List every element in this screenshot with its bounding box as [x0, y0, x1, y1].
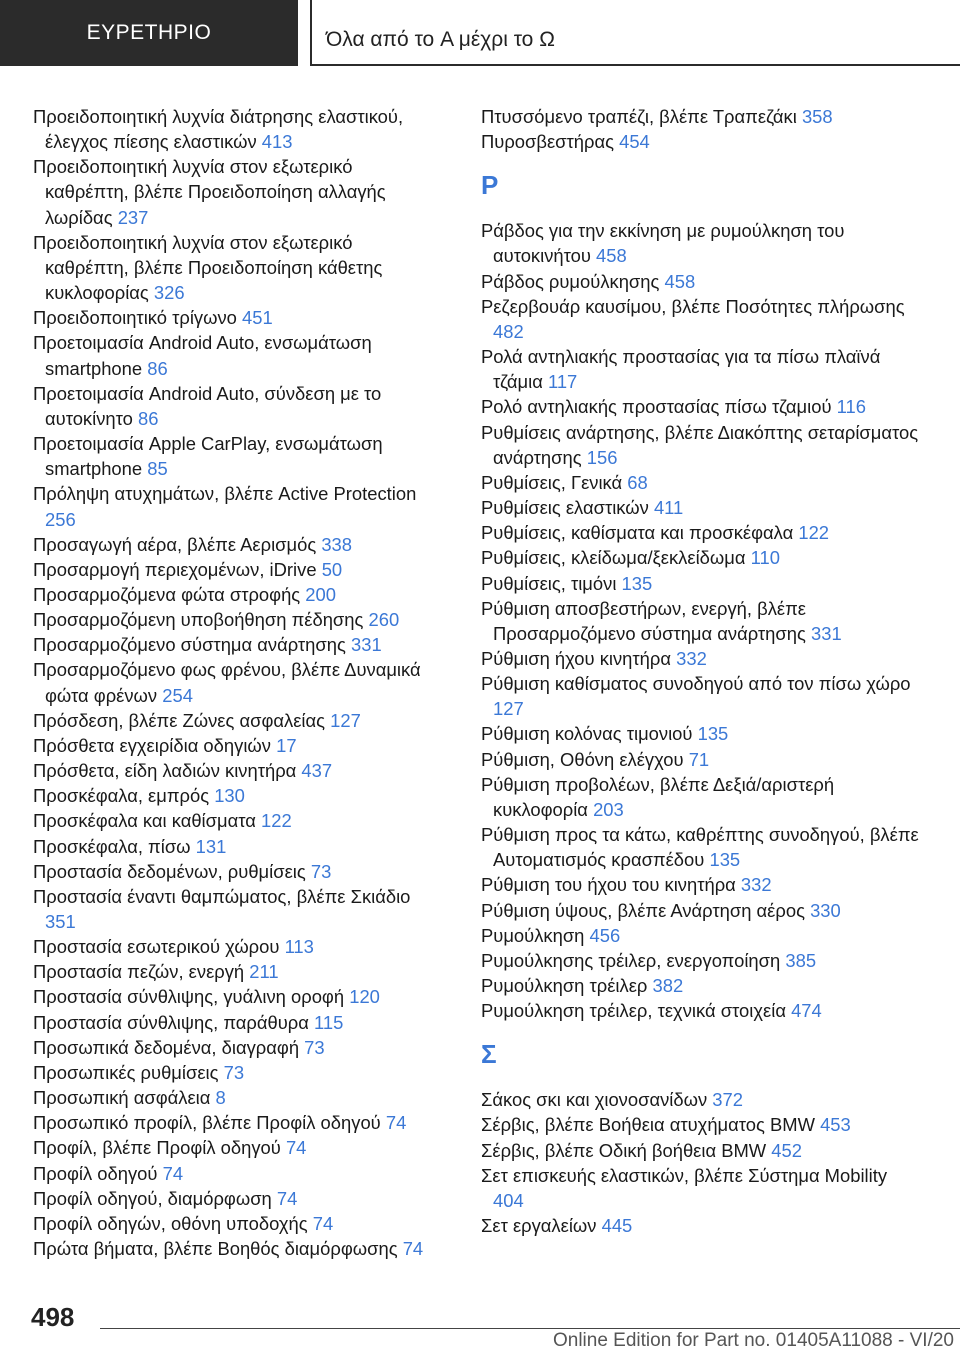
index-entry-page-link[interactable]: 331: [350, 634, 382, 656]
index-entry: [481, 1213, 921, 1238]
index-entry-text: Προσαρμοζόμενο φως φρένου, βλέπε Δυναμικά φώτα φρένων: [33, 659, 421, 706]
index-entry-text: Προστασία δεδομένων, ρυθμίσεις: [33, 860, 306, 882]
index-entry-page-link[interactable]: 86: [137, 407, 159, 429]
index-entry: [33, 884, 441, 934]
index-entry: [481, 1163, 921, 1213]
index-entry-page-link[interactable]: 74: [285, 1137, 307, 1159]
index-entry-text: Προσαγωγή αέρα, βλέπε Αερισμός: [33, 533, 317, 555]
index-entry-text: Ρυθμίσεις, Γενικά: [481, 471, 623, 493]
index-entry-page-link[interactable]: 135: [709, 849, 741, 871]
index-entry: [481, 294, 921, 344]
index-entry-text: Προσκέφαλα και καθίσματα: [33, 810, 256, 832]
index-entry-text: Ρύθμιση προς τα κάτω, καθρέπτης συνοδηγού, βλέπε Αυτοματισμός κρασπέδου: [481, 824, 919, 871]
index-entry: [481, 923, 921, 948]
index-section-rho: [481, 218, 921, 1023]
index-entry: [481, 646, 921, 671]
index-entry-page-link[interactable]: 482: [493, 320, 524, 342]
index-entry-page-link[interactable]: 117: [547, 371, 578, 393]
page-number: 498: [31, 1302, 75, 1332]
index-entry-text: Προειδοποιητική λυχνία διάτρησης ελαστικού, έλεγχος πίεσης ελαστικών: [33, 106, 404, 153]
index-entry: [33, 1010, 441, 1035]
index-entry-page-link[interactable]: 451: [242, 307, 273, 329]
index-entry-page-link[interactable]: 68: [627, 471, 648, 493]
index-entry-page-link[interactable]: 254: [162, 684, 193, 706]
index-entry-page-link[interactable]: 338: [321, 533, 352, 555]
index-entry-text: Ρύθμιση καθίσματος συνοδηγού από τον πίσω χώρο: [481, 673, 911, 695]
index-entry-page-link[interactable]: 156: [586, 446, 618, 468]
index-entry: [33, 230, 441, 305]
index-entry-page-link[interactable]: 330: [810, 899, 841, 921]
index-entry-page-link[interactable]: 332: [676, 647, 707, 669]
index-entry-page-link[interactable]: 454: [619, 131, 650, 153]
index-entry: [481, 721, 921, 746]
index-entry-text: Προφίλ, βλέπε Προφίλ οδηγού: [33, 1137, 281, 1159]
index-entry-page-link[interactable]: 115: [313, 1011, 344, 1033]
index-entry-text: Προφίλ οδηγών, οθόνη υποδοχής: [33, 1212, 308, 1234]
index-entry-text: Προστασία σύνθλιψης, γυάλινη οροφή: [33, 986, 345, 1008]
index-entry: [481, 344, 921, 394]
index-entry: [33, 959, 441, 984]
header-divider: [310, 0, 312, 66]
index-entry-page-link[interactable]: 85: [147, 458, 168, 480]
index-entry-text: Πρόσθετα εγχειρίδια οδηγιών: [33, 734, 271, 756]
section-tab: [0, 0, 298, 66]
index-entry: [481, 998, 921, 1023]
index-entry-text: Σετ επισκευής ελαστικών, βλέπε Σύστημα Mobility: [481, 1164, 888, 1186]
index-entry-text: Πρόσδεση, βλέπε Ζώνες ασφαλείας: [33, 709, 325, 731]
index-entry-text: Προσωπική ασφάλεια: [33, 1087, 211, 1109]
index-entry-page-link[interactable]: 385: [785, 949, 817, 971]
index-entry-text: Προσκέφαλα, πίσω: [33, 835, 191, 857]
index-entry-page-link[interactable]: 458: [664, 270, 696, 292]
index-entry: [33, 834, 441, 859]
index-entry-text: Προσωπικές ρυθμίσεις: [33, 1061, 219, 1083]
index-entry: [481, 420, 921, 470]
index-column-right: [481, 104, 921, 1238]
index-entry: [33, 532, 441, 557]
index-entry: [33, 104, 441, 154]
index-entry-page-link[interactable]: 474: [791, 1000, 822, 1022]
header-underline: [310, 64, 960, 66]
index-entry-text: Προετοιμασία Android Auto, σύνδεση με το αυτοκίνητο: [33, 382, 382, 429]
index-entry-page-link[interactable]: 458: [596, 245, 627, 267]
index-entry-page-link[interactable]: 113: [284, 936, 314, 958]
index-entry-page-link[interactable]: 453: [820, 1114, 851, 1136]
index-entry-page-link[interactable]: 256: [45, 508, 76, 530]
index-entry: [33, 783, 441, 808]
index-entry-page-link[interactable]: 211: [249, 961, 279, 983]
index-entry: [481, 470, 921, 495]
index-entry: [481, 545, 921, 570]
index-entry-page-link[interactable]: 452: [771, 1139, 802, 1161]
index-entry: [481, 948, 921, 973]
index-entry-page-link[interactable]: 131: [195, 835, 227, 857]
index-entry-page-link[interactable]: 71: [688, 748, 710, 770]
section-label: ΕΥΡΕΤΗΡΙΟ: [86, 21, 212, 44]
index-entry-text: Προσαρμοζόμενο σύστημα ανάρτησης: [33, 634, 346, 656]
index-entry-page-link[interactable]: 411: [653, 497, 684, 519]
index-entry-text: Σετ εργαλείων: [481, 1215, 597, 1237]
index-entry-page-link[interactable]: 116: [836, 396, 866, 418]
index-entry: [33, 934, 441, 959]
index-entry: [481, 822, 921, 872]
page-header: [0, 0, 960, 66]
index-entry-text: Ράβδος ρυμούλκησης: [481, 270, 660, 292]
index-entry: [33, 1085, 441, 1110]
index-entry: [33, 330, 441, 380]
index-entry-text: Ρύθμιση του ήχου του κινητήρα: [481, 874, 736, 896]
index-entry-page-link[interactable]: 8: [215, 1087, 226, 1109]
index-entry-text: Ρυμούλκηση: [481, 924, 585, 946]
index-entry-page-link[interactable]: 237: [117, 206, 149, 228]
index-entry: [33, 808, 441, 833]
index-entry: [481, 129, 921, 154]
index-entry-page-link[interactable]: 74: [162, 1162, 184, 1184]
index-entry-text: Προετοιμασία Apple CarPlay, ενσωμάτωση smartphone: [33, 433, 383, 480]
index-entry: [33, 632, 441, 657]
index-entry-page-link[interactable]: 404: [493, 1189, 524, 1211]
index-entry-text: Ρυθμίσεις, τιμόνι: [481, 572, 617, 594]
index-lead-entries: [481, 104, 921, 154]
index-column-left: [33, 104, 441, 1261]
index-entry: [33, 1035, 441, 1060]
index-entry-text: Πυροσβεστήρας: [481, 131, 614, 153]
index-entry-text: Προσωπικό προφίλ, βλέπε Προφίλ οδηγού: [33, 1112, 381, 1134]
index-entry-text: Προσκέφαλα, εμπρός: [33, 785, 210, 807]
index-entry: [481, 872, 921, 897]
index-entry-text: Πρώτα βήματα, βλέπε Βοηθός διαμόρφωσης: [33, 1238, 398, 1260]
index-entry-text: Ρυμούλκησης τρέιλερ, ενεργοποίηση: [481, 949, 781, 971]
index-entry-text: Ρύθμιση προβολέων, βλέπε Δεξιά/αριστερή κυκλοφορία: [481, 773, 835, 820]
index-entry-page-link[interactable]: 445: [601, 1215, 633, 1237]
index-entry-page-link[interactable]: 135: [697, 723, 729, 745]
index-entry: [33, 1110, 441, 1135]
index-entry-page-link[interactable]: 120: [349, 986, 380, 1008]
index-entry: [481, 269, 921, 294]
footer-edition: Online Edition for Part no. 01405A11088 - VI/20: [552, 1330, 954, 1351]
index-entry-page-link[interactable]: 203: [593, 798, 624, 820]
footer-rule: [100, 1328, 960, 1329]
index-entry-text: Προειδοποιητικό τρίγωνο: [33, 307, 237, 329]
index-entry-page-link[interactable]: 135: [621, 572, 653, 594]
index-entry-page-link[interactable]: 74: [276, 1187, 298, 1209]
index-entry-text: Ράβδος για την εκκίνηση με ρυμούλκηση του αυτοκινήτου: [481, 220, 845, 267]
index-entry-text: Σάκος σκι και χιονοσανίδων: [481, 1089, 708, 1111]
index-entry-page-link[interactable]: 127: [330, 709, 361, 731]
index-entry: [481, 1138, 921, 1163]
index-entry-text: Σέρβις, βλέπε Οδική βοήθεια BMW: [481, 1139, 767, 1161]
index-entry-page-link[interactable]: 110: [750, 547, 780, 569]
index-entry: [481, 394, 921, 419]
index-entry: [481, 747, 921, 772]
index-entry-page-link[interactable]: 122: [798, 522, 830, 544]
index-entry: [33, 557, 441, 582]
index-entry-text: Προστασία έναντι θαμπώματος, βλέπε Σκιάδιο: [33, 885, 411, 907]
index-entry: [33, 431, 441, 481]
index-entry: [481, 1112, 921, 1137]
index-entry-page-link[interactable]: 437: [301, 760, 333, 782]
index-entry: [481, 973, 921, 998]
index-entry-page-link[interactable]: 260: [368, 609, 400, 631]
section-letter-rho: Ρ: [481, 170, 499, 201]
section-letter-sigma: Σ: [481, 1039, 497, 1070]
index-entry-page-link[interactable]: 74: [402, 1238, 424, 1260]
index-entry-page-link[interactable]: 73: [223, 1061, 245, 1083]
index-entry-page-link[interactable]: 127: [493, 698, 524, 720]
index-entry-text: Προειδοποιητική λυχνία στον εξωτερικό καθρέπτη, βλέπε Προειδοποίηση αλλαγής λωρίδας: [33, 156, 386, 228]
index-entry-text: Ρυμούλκηση τρέιλερ: [481, 975, 648, 996]
index-entry-page-link[interactable]: 326: [153, 282, 185, 304]
index-entry: [33, 154, 441, 229]
index-entry-text: Ρολό αντηλιακής προστασίας πίσω τζαμιού: [481, 396, 832, 418]
index-entry: [33, 733, 441, 758]
index-entry-text: Προσαρμοζόμενη υποβοήθηση πέδησης: [33, 609, 364, 631]
index-entry-text: Ρύθμιση κολόνας τιμονιού: [481, 723, 693, 745]
index-entry-page-link[interactable]: 86: [147, 357, 168, 379]
index-entry-page-link[interactable]: 73: [310, 860, 332, 882]
index-entry-text: Προστασία εσωτερικού χώρου: [33, 936, 280, 958]
index-entry-text: Πρόληψη ατυχημάτων, βλέπε Active Protection: [33, 483, 417, 505]
index-entry: [33, 657, 441, 707]
index-entry: [33, 1060, 441, 1085]
index-entry-text: Προφίλ οδηγού, διαμόρφωση: [33, 1187, 272, 1209]
index-entry-text: Προστασία πεζών, ενεργή: [33, 961, 245, 983]
index-entry-text: Προσωπικά δεδομένα, διαγραφή: [33, 1036, 300, 1058]
index-entry-text: Ρυμούλκηση τρέιλερ, τεχνικά στοιχεία: [481, 1000, 786, 1022]
index-entry-page-link[interactable]: 74: [312, 1212, 334, 1234]
index-entry-text: Ρυθμίσεις ελαστικών: [481, 497, 649, 519]
index-entry: [481, 495, 921, 520]
index-entry-page-link[interactable]: 358: [801, 106, 833, 127]
index-entry-text: Προειδοποιητική λυχνία στον εξωτερικό καθρέπτη, βλέπε Προειδοποίηση κάθετης κυκλοφορίας: [33, 231, 383, 304]
index-entry-page-link[interactable]: 413: [261, 131, 293, 153]
index-entry-text: Προφίλ οδηγού: [33, 1162, 158, 1184]
index-entry-text: Ρυθμίσεις ανάρτησης, βλέπε Διακόπτης σεταρίσματος ανάρτησης: [481, 421, 919, 468]
index-entry-text: Ρύθμιση αποσβεστήρων, ενεργή, βλέπε Προσαρμοζόμενο σύστημα ανάρτησης: [481, 597, 806, 644]
index-entry: [481, 571, 921, 596]
index-entry: [33, 859, 441, 884]
index-entry-page-link[interactable]: 331: [810, 622, 842, 644]
index-entry-text: Ρύθμιση ύψους, βλέπε Ανάρτηση αέρος: [481, 899, 805, 921]
index-entry: [33, 381, 441, 431]
header-title: Όλα από το A μέχρι το Ω: [326, 28, 555, 51]
index-entry-page-link[interactable]: 332: [740, 874, 772, 896]
index-entry: [33, 582, 441, 607]
index-entry-text: Ρύθμιση ήχου κινητήρα: [481, 647, 671, 669]
index-section-sigma: [481, 1087, 921, 1238]
index-entry-page-link[interactable]: 50: [321, 558, 343, 580]
index-entry: [33, 1186, 441, 1211]
index-entry: [33, 1236, 441, 1261]
index-entry: [481, 1087, 921, 1112]
index-entry: [481, 898, 921, 923]
index-entry: [481, 104, 921, 129]
index-entry-page-link[interactable]: 382: [652, 975, 684, 996]
index-entry: [33, 708, 441, 733]
index-entry-text: Πτυσσόμενο τραπέζι, βλέπε Τραπεζάκι: [481, 106, 797, 127]
index-entry-text: Ρυθμίσεις, καθίσματα και προσκέφαλα: [481, 522, 794, 544]
index-entry-page-link[interactable]: 122: [261, 810, 292, 832]
index-entry-text: Ρεζερβουάρ καυσίμου, βλέπε Ποσότητες πλήρωσης: [481, 295, 905, 317]
index-entry-text: Προσαρμογή περιεχομένων, iDrive: [33, 558, 317, 580]
index-entry: [33, 305, 441, 330]
index-entry-page-link[interactable]: 130: [214, 785, 245, 807]
index-entry-page-link[interactable]: 372: [712, 1089, 743, 1111]
index-entry: [481, 772, 921, 822]
index-entry-page-link[interactable]: 200: [305, 583, 336, 605]
index-entry: [481, 520, 921, 545]
index-entry-text: Πρόσθετα, είδη λαδιών κινητήρα: [33, 760, 297, 782]
index-entry-page-link[interactable]: 17: [276, 734, 297, 756]
index-entry: [481, 671, 921, 721]
index-entry-text: Ρυθμίσεις, κλείδωμα/ξεκλείδωμα: [481, 547, 746, 569]
index-entry: [33, 481, 441, 531]
index-entry: [33, 607, 441, 632]
index-entry: [33, 984, 441, 1009]
index-entry-text: Προετοιμασία Android Auto, ενσωμάτωση smartphone: [33, 332, 372, 379]
index-entry-page-link[interactable]: 74: [385, 1112, 407, 1134]
index-entry: [33, 1211, 441, 1236]
index-entry-text: Ρολά αντηλιακής προστασίας για τα πίσω πλαϊνά τζάμια: [481, 346, 881, 393]
index-entry: [481, 596, 921, 646]
index-entry-text: Προσαρμοζόμενα φώτα στροφής: [33, 583, 301, 605]
index-entry-page-link[interactable]: 351: [45, 911, 76, 932]
index-entry-text: Σέρβις, βλέπε Βοήθεια ατυχήματος BMW: [481, 1114, 815, 1136]
index-entry: [33, 1135, 441, 1160]
index-entry: [33, 1161, 441, 1186]
index-entry-page-link[interactable]: 456: [589, 924, 621, 946]
index-entry: [481, 218, 921, 268]
index-entry: [33, 758, 441, 783]
index-entry-text: Ρύθμιση, Οθόνη ελέγχου: [481, 748, 684, 770]
index-entry-text: Προστασία σύνθλιψης, παράθυρα: [33, 1011, 309, 1033]
index-entry-page-link[interactable]: 73: [304, 1036, 325, 1058]
